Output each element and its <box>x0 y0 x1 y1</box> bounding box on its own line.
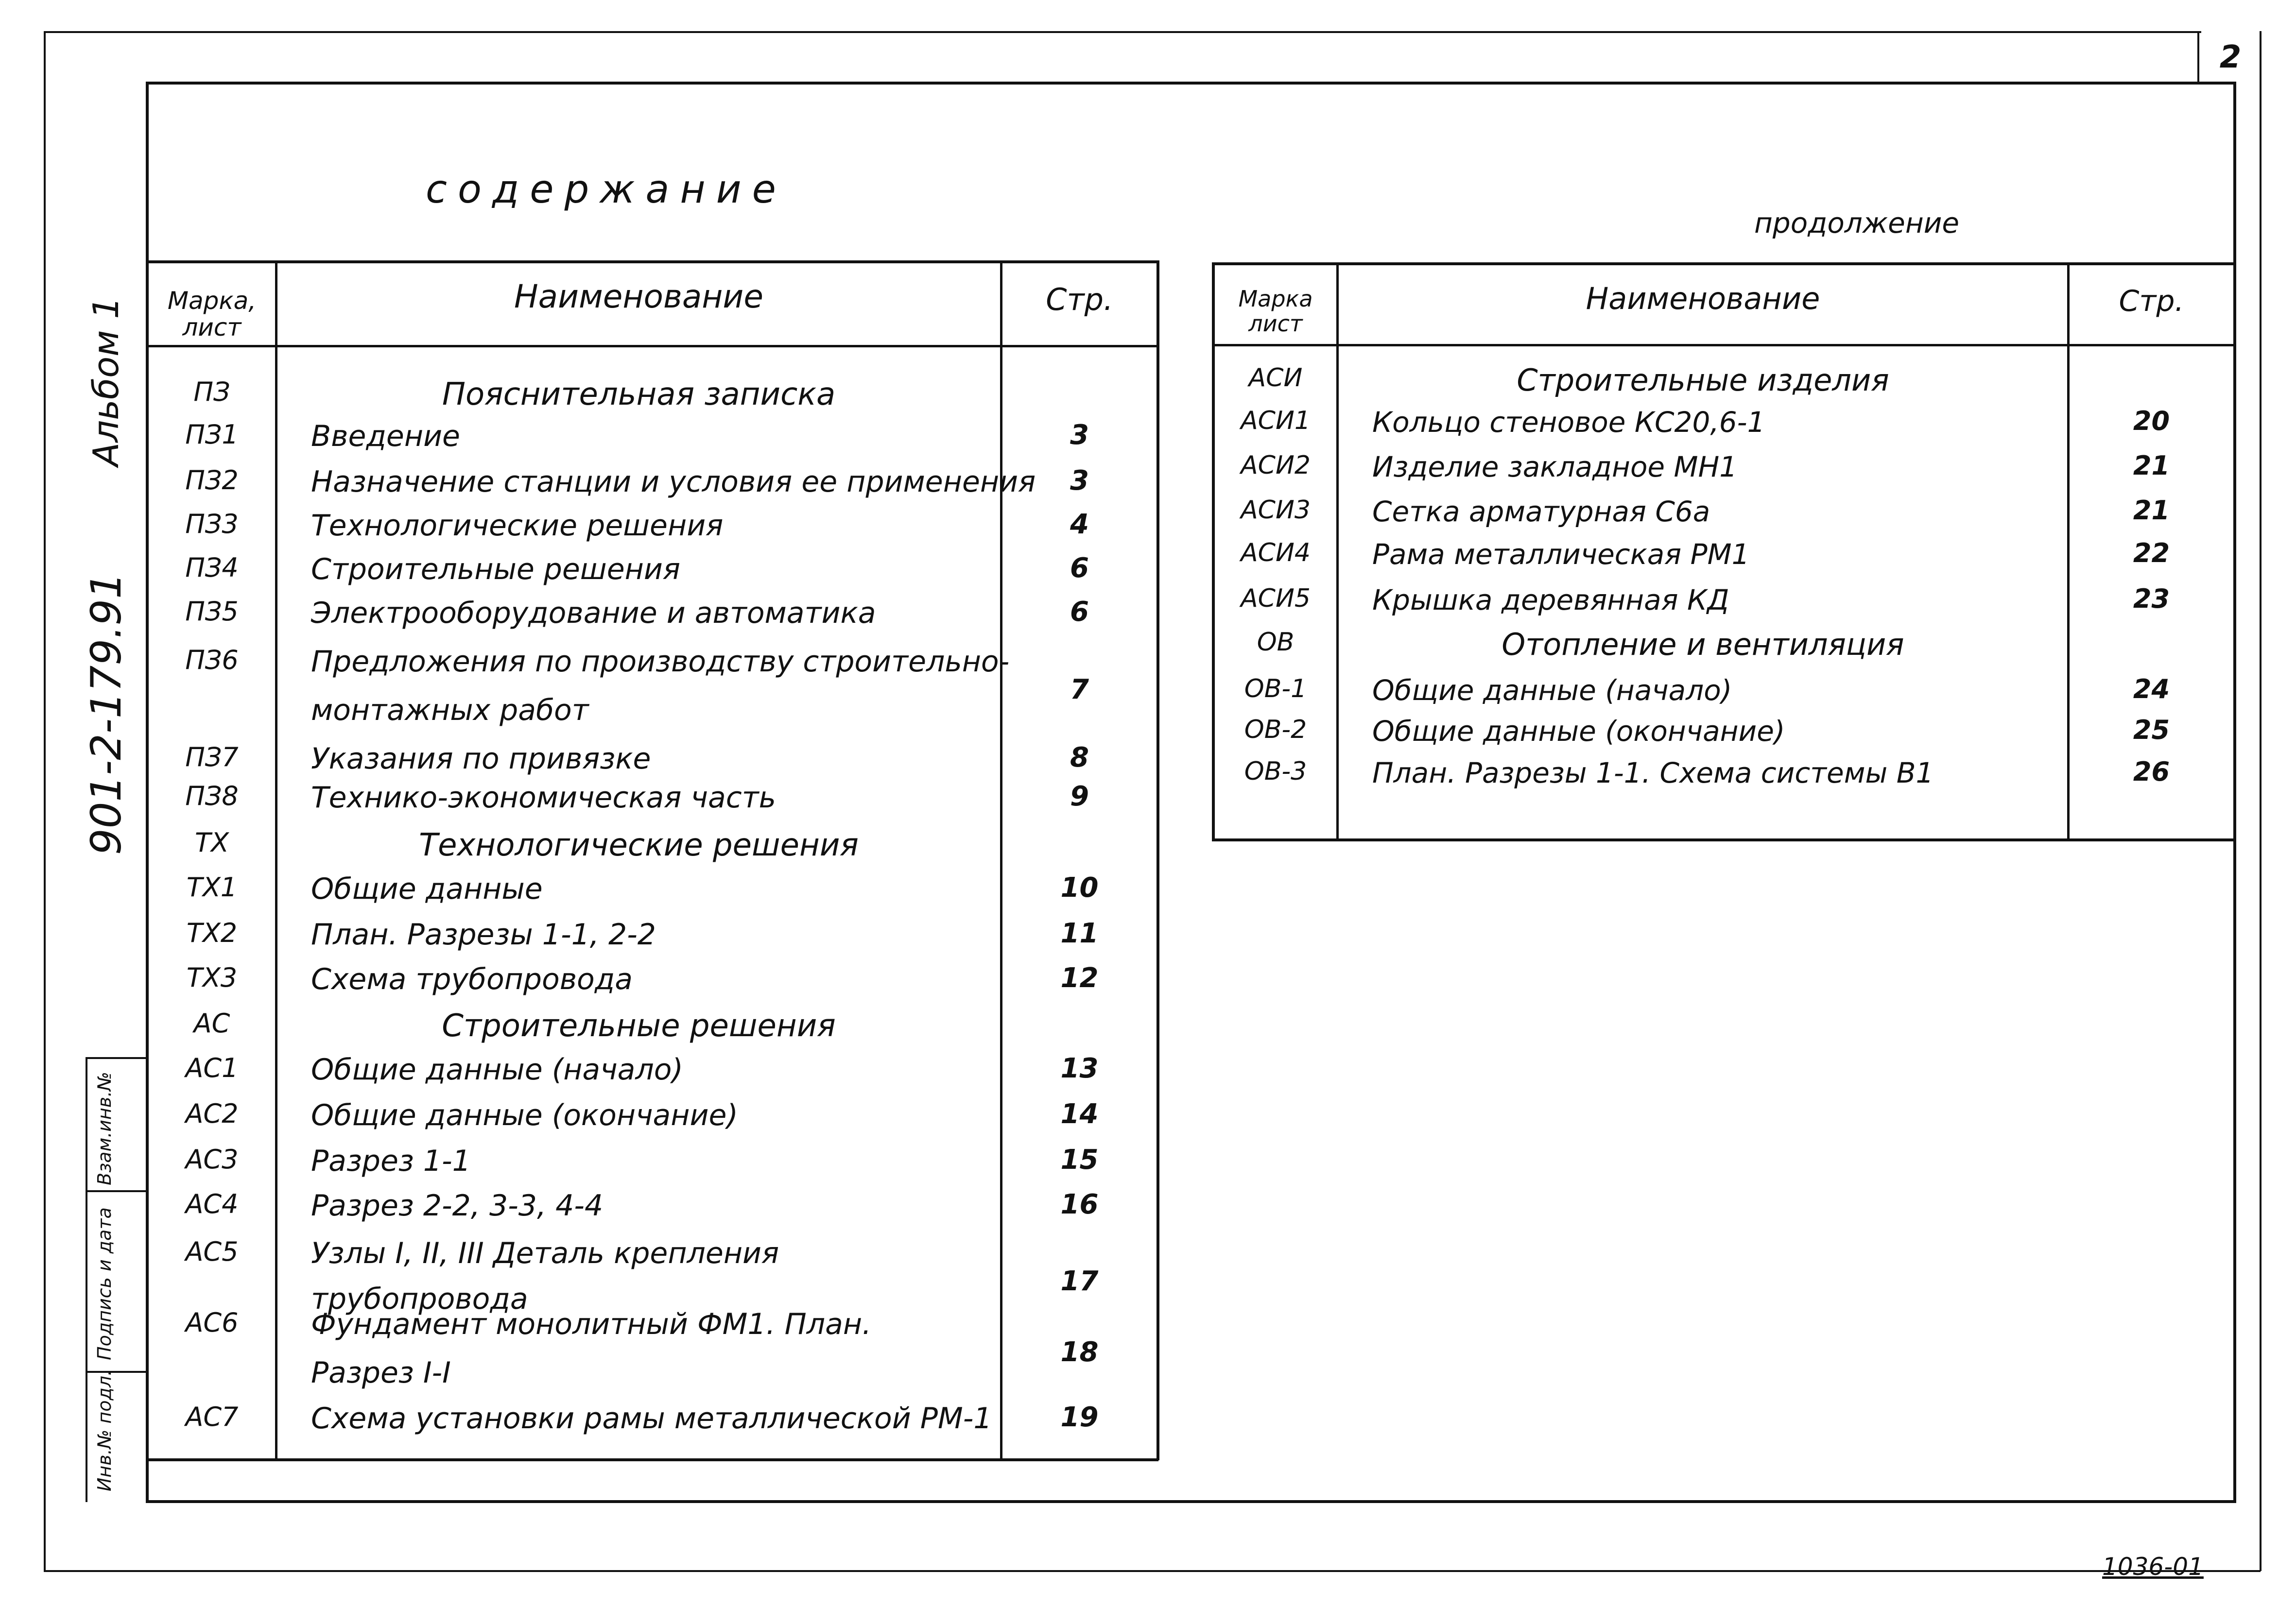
left_rows-row-mark: ТХ <box>195 827 229 858</box>
right_rows-row-page: 24 <box>2133 674 2170 704</box>
stamp-signature-date: Подпись и дата <box>94 1207 115 1360</box>
left_rows-section-heading: Строительные решения <box>442 1008 836 1044</box>
left_rows-row-name: Назначение станции и условия ее применения <box>311 465 1036 499</box>
inner-frame-top <box>146 82 2235 85</box>
stamp-column-left <box>86 1057 87 1502</box>
page-number-box-left <box>2197 31 2199 84</box>
right_rows-section-heading: Строительные изделия <box>1517 362 1889 398</box>
right_rows-row-name: План. Разрезы 1-1. Схема системы В1 <box>1372 756 1934 789</box>
left_rows-row-mark: АС3 <box>185 1144 239 1175</box>
left-table-top <box>146 260 1158 263</box>
left_rows-row-mark: ПЗ7 <box>185 742 239 772</box>
right_rows-row-page: 22 <box>2133 538 2170 568</box>
left_rows-row-name: Введение <box>311 419 460 453</box>
left_rows-row-name: Схема трубопровода <box>311 962 633 996</box>
right_rows-row-page: 20 <box>2133 406 2170 436</box>
right-table-bottom <box>1212 838 2236 841</box>
left_rows-row-mark: АС1 <box>185 1053 239 1083</box>
left-table-bottom <box>146 1458 1158 1461</box>
left_rows-row-mark: АС4 <box>185 1189 239 1219</box>
left_rows-row-name: Строительные решения <box>311 552 680 586</box>
left_rows-row-page: 17 <box>1060 1265 1099 1297</box>
left_rows-row-name: Общие данные (начало) <box>311 1053 683 1087</box>
left_rows-row-mark: ТХ2 <box>186 918 238 948</box>
outer-frame-bottom <box>44 1570 2261 1572</box>
right_rows-row-page: 21 <box>2133 450 2170 481</box>
right_rows-row-page: 25 <box>2133 715 2170 745</box>
left_rows-row-mark: АС7 <box>185 1402 239 1432</box>
stamp-divider-1 <box>86 1190 148 1192</box>
left_rows-row-mark: ПЗ3 <box>185 509 239 539</box>
left_rows-row-name: Схема установки рамы металлической РМ-1 <box>311 1402 992 1436</box>
left_rows-row-page: 7 <box>1070 674 1089 705</box>
left_rows-row-page: 10 <box>1060 872 1099 904</box>
left_rows-section-heading: Технологические решения <box>419 827 859 863</box>
left_rows-row-mark: АС5 <box>185 1236 239 1267</box>
left_rows-row-name-cont: Разрез I-I <box>311 1356 451 1390</box>
left_rows-row-page: 6 <box>1070 596 1089 628</box>
left_rows-row-page: 3 <box>1070 419 1089 451</box>
left_rows-row-page: 19 <box>1060 1402 1099 1433</box>
left-table-right <box>1157 260 1159 1460</box>
left_rows-row-page: 9 <box>1070 781 1089 812</box>
document-code: 901-2-179.91 <box>82 572 131 855</box>
right_rows-row-mark: АСИ5 <box>1241 584 1311 613</box>
right-table-col-1 <box>1336 262 1339 840</box>
right-header-name: Наименование <box>1586 281 1820 316</box>
left_rows-row-page: 16 <box>1060 1189 1099 1220</box>
right_rows-row-name: Крышка деревянная КД <box>1372 583 1729 616</box>
left_rows-row-mark: ПЗ5 <box>185 596 239 627</box>
left-header-page: Стр. <box>1046 282 1113 317</box>
left_rows-row-page: 8 <box>1070 742 1089 773</box>
left_rows-row-mark: ПЗ8 <box>185 781 239 811</box>
left_rows-row-name: Предложения по производству строительно- <box>311 645 1010 679</box>
left_rows-row-page: 11 <box>1060 918 1099 949</box>
left_rows-row-mark: ТХ3 <box>186 962 238 993</box>
outer-frame-top <box>44 31 2201 33</box>
left_rows-row-name: Общие данные <box>311 872 543 906</box>
right_rows-row-name: Изделие закладное МН1 <box>1372 450 1738 483</box>
left_rows-row-page: 12 <box>1060 962 1099 994</box>
left_rows-row-name: Узлы I, II, III Деталь крепления <box>311 1236 779 1270</box>
left_rows-row-mark: АС6 <box>185 1307 239 1338</box>
right_rows-row-name: Общие данные (окончание) <box>1372 715 1785 748</box>
left_rows-row-name: Технологические решения <box>311 509 724 543</box>
right_rows-row-mark: ОВ-1 <box>1244 674 1307 703</box>
left_rows-row-name: Технико-экономическая часть <box>311 781 777 815</box>
inner-frame-right <box>2233 82 2236 1502</box>
left_rows-row-page: 4 <box>1070 509 1089 540</box>
left_rows-row-page: 18 <box>1060 1336 1099 1368</box>
right_rows-row-page: 26 <box>2133 756 2170 787</box>
inner-frame-bottom <box>146 1500 2236 1503</box>
page-number: 2 <box>2219 39 2242 75</box>
left_rows-row-page: 3 <box>1070 465 1089 496</box>
left-header-name: Наименование <box>514 278 763 315</box>
left_rows-row-mark: ПЗ1 <box>185 419 239 450</box>
left_rows-row-name-cont: трубопровода <box>311 1282 528 1316</box>
left_rows-row-page: 14 <box>1060 1098 1099 1130</box>
left_rows-row-name: Разрез 2-2, 3-3, 4-4 <box>311 1189 604 1223</box>
left_rows-row-name: План. Разрезы 1-1, 2-2 <box>311 918 656 952</box>
left_rows-row-mark: АС <box>193 1008 230 1039</box>
continuation-label: продолжение <box>1754 206 1960 239</box>
left_rows-row-name: Разрез 1-1 <box>311 1144 471 1178</box>
right_rows-row-name: Сетка арматурная С6а <box>1372 495 1710 528</box>
right_rows-row-mark: АСИ2 <box>1241 451 1311 480</box>
left_rows-row-name: Фундамент монолитный ФМ1. План. <box>311 1307 872 1341</box>
right_rows-row-name: Общие данные (начало) <box>1372 674 1732 707</box>
right_rows-row-mark: АСИ3 <box>1241 496 1311 525</box>
right_rows-row-mark: ОВ-3 <box>1244 757 1307 786</box>
contents-title: содержание <box>426 167 787 212</box>
left_rows-row-mark: АС2 <box>185 1098 239 1129</box>
left_rows-row-name: Электрооборудование и автоматика <box>311 596 876 630</box>
right_rows-row-mark: АСИ1 <box>1241 406 1311 435</box>
right_rows-section-heading: Отопление и вентиляция <box>1502 627 1904 662</box>
left_rows-section-heading: Пояснительная записка <box>442 376 836 412</box>
left_rows-row-mark: ПЗ6 <box>185 645 239 675</box>
left_rows-row-page: 13 <box>1060 1053 1099 1084</box>
right_rows-row-name: Кольцо стеновое КС20,6-1 <box>1372 406 1765 439</box>
left-header-mark: Марка, лист <box>167 287 257 342</box>
left_rows-row-mark: ПЗ2 <box>185 465 239 496</box>
left_rows-row-page: 6 <box>1070 552 1089 584</box>
stamp-original-inv: Инв.№ подл. <box>94 1369 115 1491</box>
right_rows-row-mark: ОВ <box>1257 628 1295 657</box>
right-table-header-bottom <box>1212 344 2236 346</box>
right_rows-row-name: Рама металлическая РМ1 <box>1372 538 1750 571</box>
right_rows-row-mark: АСИ4 <box>1241 538 1311 567</box>
left_rows-row-page: 15 <box>1060 1144 1099 1176</box>
right-header-mark: Марка лист <box>1238 286 1313 337</box>
right_rows-row-page: 23 <box>2133 583 2170 614</box>
left_rows-row-mark: ПЗ4 <box>185 552 239 583</box>
album-label: Альбом 1 <box>86 296 126 466</box>
outer-frame-left <box>44 31 46 1571</box>
outer-frame-right <box>2260 31 2261 1571</box>
right_rows-row-page: 21 <box>2133 495 2170 526</box>
footer-code: 1036-01 <box>2102 1553 2204 1581</box>
stamp-divider-top <box>86 1057 148 1059</box>
left_rows-row-mark: ПЗ <box>193 376 230 407</box>
left_rows-row-mark: ТХ1 <box>186 872 238 903</box>
left_rows-row-name: Общие данные (окончание) <box>311 1098 738 1132</box>
left-table-header-bottom <box>146 345 1158 347</box>
right-header-page: Стр. <box>2119 284 2184 318</box>
right_rows-row-mark: АСИ <box>1248 363 1303 393</box>
left_rows-row-name-cont: монтажных работ <box>311 693 589 727</box>
left_rows-row-name: Указания по привязке <box>311 742 651 776</box>
stamp-replaced-inv: Взам.инв.№ <box>94 1072 115 1185</box>
right_rows-row-mark: ОВ-2 <box>1244 715 1307 744</box>
right-table-top <box>1212 262 2236 265</box>
